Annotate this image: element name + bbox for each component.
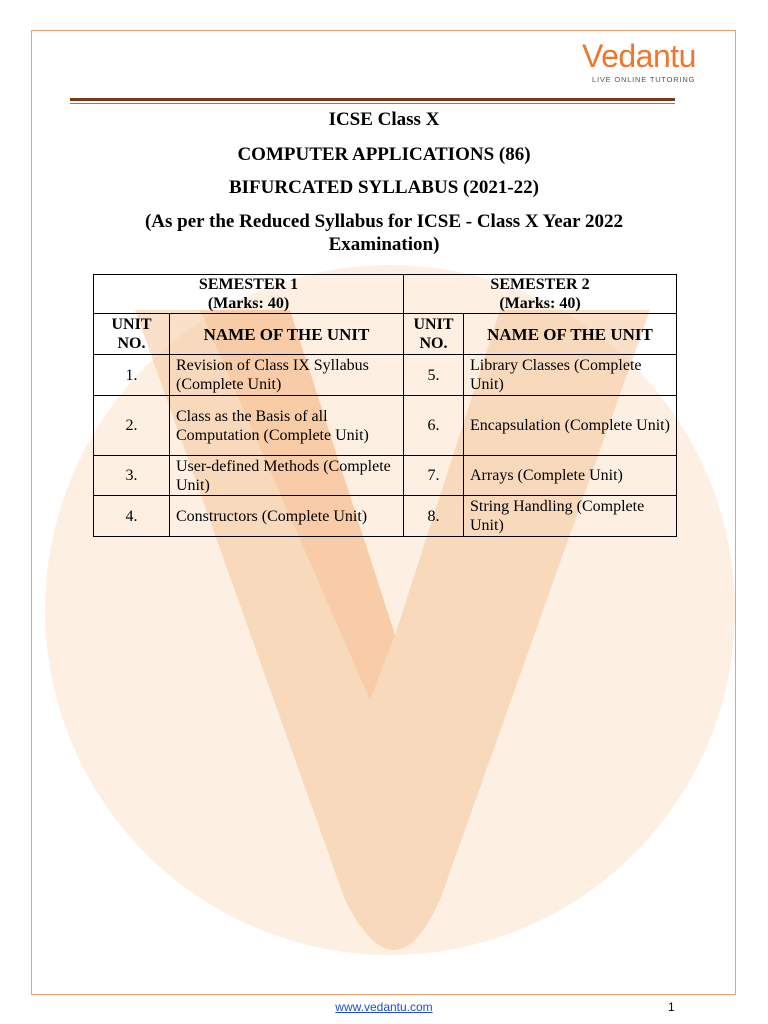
unit-name: Class as the Basis of all Computation (Complete Unit) <box>170 396 404 456</box>
logo-wordmark: Vedantu <box>582 38 696 74</box>
unit-number: 1. <box>94 355 170 396</box>
logo-tagline: LIVE ONLINE TUTORING <box>592 75 696 84</box>
unit-number: 5. <box>404 355 464 396</box>
unit-number: 4. <box>94 496 170 537</box>
heading-class: ICSE Class X <box>328 109 440 130</box>
heading-subject: COMPUTER APPLICATIONS (86) <box>237 144 531 165</box>
col-unit-name-sem1: NAME OF THE UNIT <box>170 314 404 355</box>
table-row <box>94 496 677 537</box>
unit-name: String Handling (Complete Unit) <box>464 496 677 537</box>
unit-number: 7. <box>404 456 464 496</box>
semester-2-marks: (Marks: 40) <box>499 295 581 312</box>
col-unit-no-sem1: UNIT NO. <box>94 314 170 355</box>
header-rule-thin <box>70 103 675 104</box>
semester-2-title: SEMESTER 2 <box>490 276 590 293</box>
header-rule <box>70 98 675 101</box>
unit-number: 8. <box>404 496 464 537</box>
table-row <box>94 396 677 456</box>
heading-note: (As per the Reduced Syllabus for ICSE - Class X Year 2022 Examination) <box>144 211 624 255</box>
unit-number: 2. <box>94 396 170 456</box>
unit-number: 6. <box>404 396 464 456</box>
unit-name: Library Classes (Complete Unit) <box>464 355 677 396</box>
semester-1-marks: (Marks: 40) <box>207 295 290 312</box>
semester-2-header <box>404 275 677 314</box>
table-row <box>94 456 677 496</box>
vedantu-logo <box>582 38 702 88</box>
semester-1-header <box>94 275 404 314</box>
table-row <box>94 355 677 396</box>
footer-website-link[interactable]: www.vedantu.com <box>335 1000 433 1014</box>
unit-name: Arrays (Complete Unit) <box>464 456 677 496</box>
col-unit-name-sem2: NAME OF THE UNIT <box>464 314 677 355</box>
heading-syllabus: BIFURCATED SYLLABUS (2021-22) <box>228 177 539 198</box>
unit-number: 3. <box>94 456 170 496</box>
syllabus-table <box>93 274 677 537</box>
unit-name: Constructors (Complete Unit) <box>170 496 404 537</box>
unit-name: User-defined Methods (Complete Unit) <box>170 456 404 496</box>
unit-name: Encapsulation (Complete Unit) <box>464 396 677 456</box>
page-number: 1 <box>668 1000 675 1014</box>
unit-name: Revision of Class IX Syllabus (Complete Unit) <box>170 355 404 396</box>
semester-1-title: SEMESTER 1 <box>198 276 299 293</box>
col-unit-no-sem2: UNIT NO. <box>404 314 464 355</box>
